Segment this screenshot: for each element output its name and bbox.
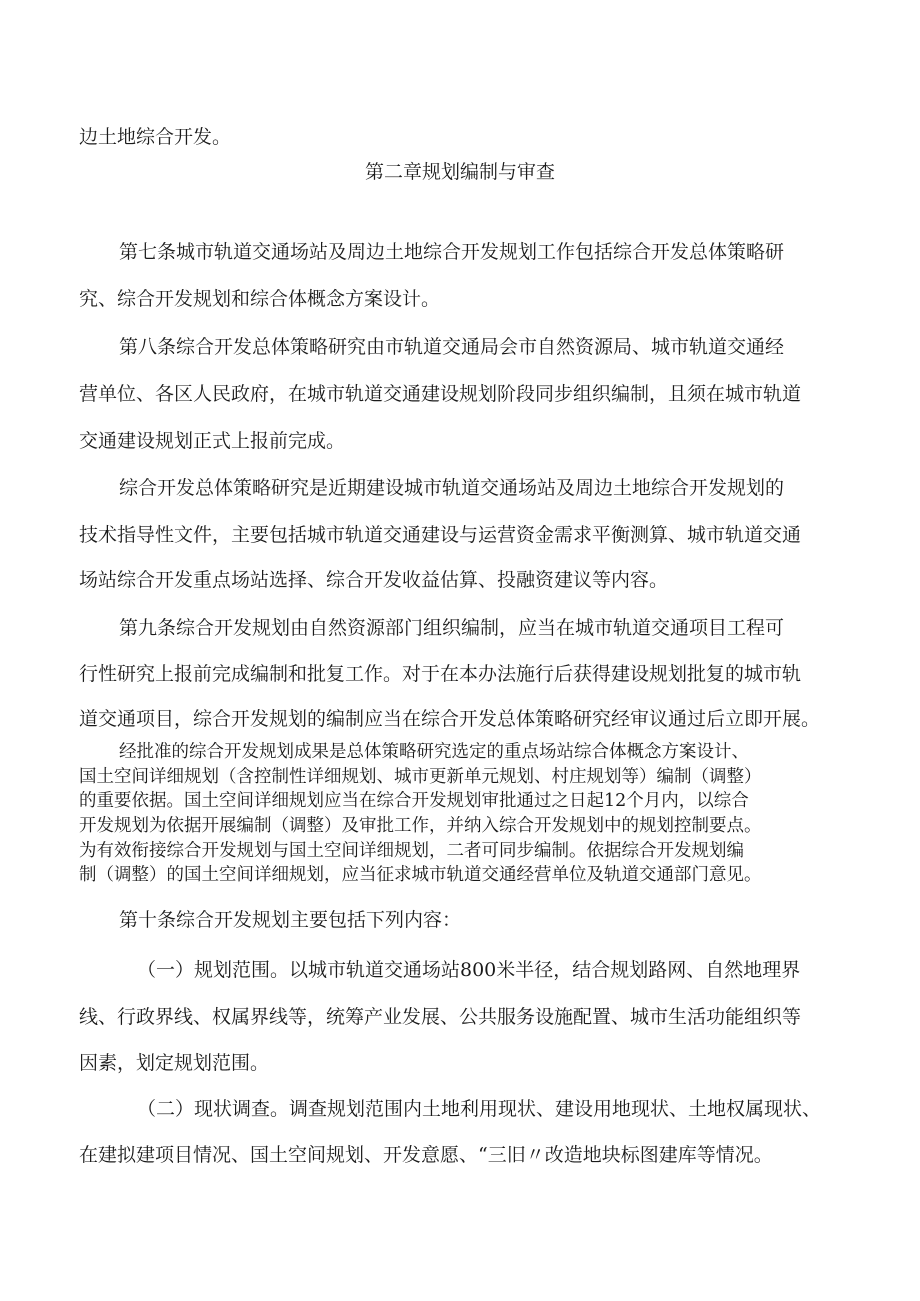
text-line: 第七条城市轨道交通场站及周边土地综合开发规划工作包括综合开发总体策略研: [119, 241, 785, 263]
text-line: 制（调整）的国土空间详细规划，应当征求城市轨道交通经营单位及轨道交通部门意见。: [79, 865, 762, 885]
text-line: 究、综合开发规划和综合体概念方案设计。: [79, 288, 441, 310]
text-line: 的重要依据。国土空间详细规划应当在综合开发规划审批通过之日起12个月内，以综合: [79, 791, 749, 811]
text-line: （二）现状调查。调查规划范围内土地利用现状、建设用地现状、土地权属现状、: [137, 1098, 822, 1120]
text-line: 为有效衔接综合开发规划与国土空间详细规划，二者可同步编制。依据综合开发规划编: [79, 841, 744, 861]
text-line: 边土地综合开发。: [79, 126, 232, 148]
text-line: 国土空间详细规划（含控制性详细规划、城市更新单元规划、村庄规划等）编制（调整）: [79, 767, 762, 787]
text-line: （一）规划范围。以城市轨道交通场站800米半径，结合规划路网、自然地理界: [137, 959, 801, 981]
text-line: 行性研究上报前完成编制和批复工作。对于在本办法施行后获得建设规划批复的城市轨: [79, 663, 802, 685]
text-line: 开发规划为依据开展编制（调整）及审批工作，并纳入综合开发规划中的规划控制要点。: [79, 816, 762, 836]
text-line: 营单位、各区人民政府，在城市轨道交通建设规划阶段同步组织编制，且须在城市轨道: [79, 383, 802, 405]
text-line: 线、行政界线、权属界线等，统筹产业发展、公共服务设施配置、城市生活功能组织等: [79, 1006, 802, 1028]
text-line: 因素，划定规划范围。: [79, 1052, 270, 1074]
text-line: 在建拟建项目情况、国土空间规划、开发意愿、“三旧〃改造地块标图建库等情况。: [79, 1144, 773, 1166]
text-line: 第十条综合开发规划主要包括下列内容：: [119, 909, 462, 931]
text-line: 第八条综合开发总体策略研究由市轨道交通局会市自然资源局、城市轨道交通经: [119, 336, 785, 358]
text-line: 技术指导性文件，主要包括城市轨道交通建设与运营资金需求平衡测算、城市轨道交通: [79, 524, 802, 546]
text-line: 第九条综合开发规划由自然资源部门组织编制，应当在城市轨道交通项目工程可: [119, 617, 785, 639]
text-line: 道交通项目，综合开发规划的编制应当在综合开发总体策略研究经审议通过后立即开展。: [79, 708, 821, 730]
text-line: 综合开发总体策略研究是近期建设城市轨道交通场站及周边土地综合开发规划的: [119, 477, 785, 499]
text-line: 场站综合开发重点场站选择、综合开发收益估算、投融资建议等内容。: [79, 569, 669, 591]
text-line: 经批准的综合开发规划成果是总体策略研究选定的重点场站综合体概念方案设计、: [119, 742, 749, 762]
chapter-title: 第二章规划编制与审查: [364, 161, 555, 183]
text-line: 交通建设规划正式上报前完成。: [79, 430, 346, 452]
